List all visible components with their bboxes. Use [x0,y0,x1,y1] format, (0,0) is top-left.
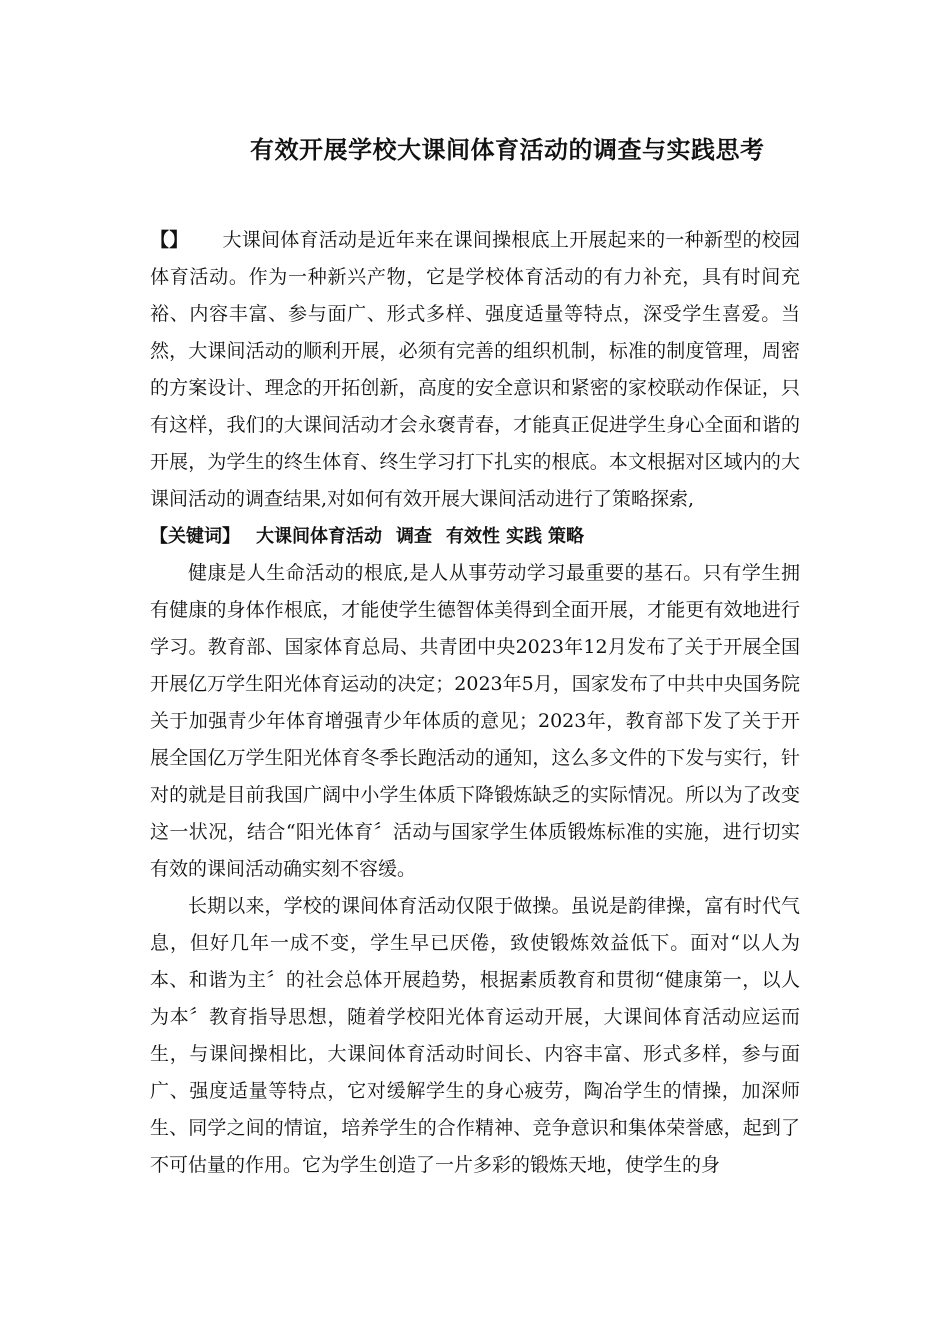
body-paragraph: 长期以来，学校的课间体育活动仅限于做操。虽说是韵律操，富有时代气息，但好几年一成不变，学生早已厌倦，致使锻炼效益低下。面对“以人为本、和谐为主〞的社会总体开展趋势，根据素质教育和贯彻“健康第一，以人为本〞教育指导思想，随着学校阳光体育运动开展，大课间体育活动应运而生，与课间操相比，大课间体育活动时间长、内容丰富、形式多样，参与面广、强度适量等特点，它对缓解学生的身心疲劳，陶冶学生的情操，加深师生、同学之间的情谊，培养学生的合作精神、竞争意识和集体荣誉感，起到了不可估量的作用。它为学生创造了一片多彩的锻炼天地，使学生的身 [150,895,800,1176]
abstract-text: 大课间体育活动是近年来在课间操根底上开展起来的一种新型的校园体育活动。作为一种新兴产物，它是学校体育活动的有力补充，具有时间充裕、内容丰富、参与面广、形式多样、强度适量等特点，深受学生喜爱。当然，大课间活动的顺利开展，必须有完善的组织机制，标准的制度管理，周密的方案设计、理念的开拓创新，高度的安全意识和紧密的家校联动作保证，只有这样，我们的大课间活动才会永褒青春，才能真正促进学生身心全面和谐的开展，为学生的终生体育、终生学习打下扎实的根底。本文根据对区域内的大课间活动的调查结果,对如何有效开展大课间活动进行了策略探索, [150,229,800,510]
keywords-label: 【关键词】 [150,526,240,547]
abstract-paragraph [150,222,800,518]
keywords-line [150,518,800,555]
keyword: 大课间体育活动 [256,526,382,547]
document-body [150,222,800,1184]
keyword: 实践 [506,526,542,547]
document-title: 有效开展学校大课间体育活动的调查与实践思考 [250,136,765,164]
body-paragraph: 健康是人生命活动的根底,是人从事劳动学习最重要的基石。只有学生拥有健康的身体作根底，才能使学生德智体美得到全面开展，才能更有效地进行学习。教育部、国家体育总局、共青团中央2023年12月发布了关于开展全国开展亿万学生阳光体育运动的决定；2023年5月，国家发布了中共中央国务院关于加强青少年体育增强青少年体质的意见；2023年，教育部下发了关于开展全国亿万学生阳光体育冬季长跑活动的通知，这么多文件的下发与实行，针对的就是目前我国广阔中小学生体质下降锻炼缺乏的实际情况。所以为了改变这一状况，结合“阳光体育〞活动与国家学生体质锻炼标准的实施，进行切实有效的课间活动确实刻不容缓。 [150,562,800,880]
keyword: 调查 [396,526,432,547]
keyword: 策略 [548,526,584,547]
abstract-label: 【】 [150,229,189,251]
keyword: 有效性 [446,526,500,547]
